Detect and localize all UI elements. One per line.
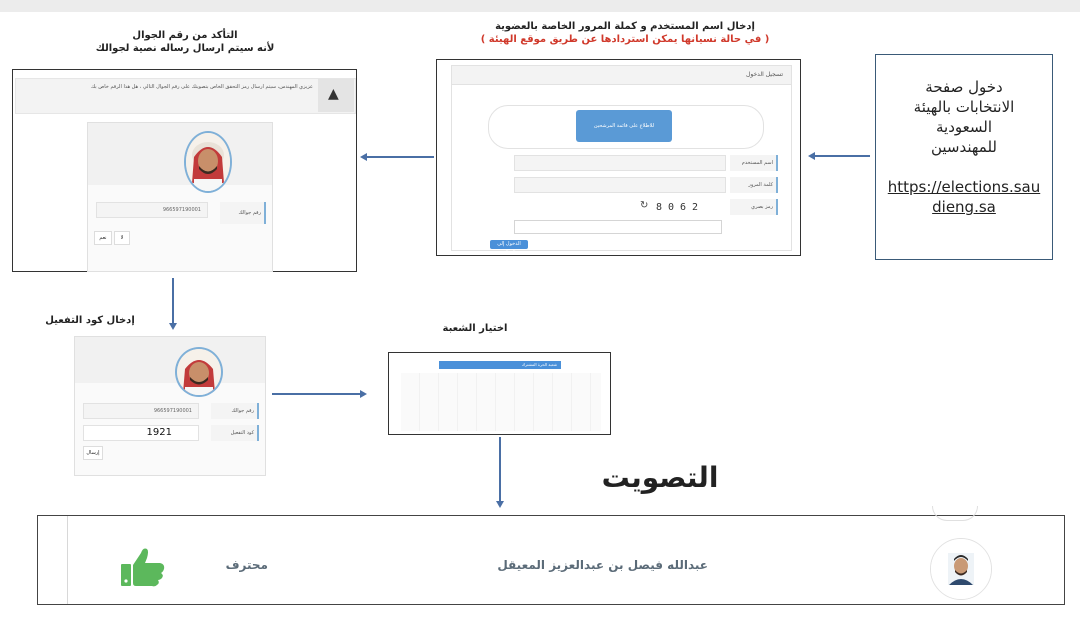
login-title: تسجيل الدخول	[746, 71, 783, 78]
activation-code-label: كود التفعيل	[211, 425, 259, 441]
caption-activation-text: إدخال كود التفعيل	[45, 315, 135, 326]
alert-text: عزيزي المهندس، سيتم ارسال رمز التحقق الخاص بتصويتك على رقم الجوال التالي ، هل هذا الرقم خاص بك	[91, 84, 313, 90]
caption-verify-phone-line2: لأنه سيتم ارسال رساله نصية لجوالك	[95, 43, 275, 54]
branch-header-text[interactable]: شعبة الحرة المشترك	[521, 362, 557, 367]
activation-phone-input[interactable]	[83, 403, 199, 419]
activation-screenshot	[74, 336, 266, 476]
branch-screenshot	[388, 352, 611, 435]
password-label: كلمة المرور	[730, 177, 778, 193]
arrow-login-to-phone-head	[360, 153, 367, 161]
profile-card-top	[88, 123, 272, 185]
captcha-row	[514, 199, 778, 215]
arrow-branch-to-vote	[499, 437, 501, 502]
intro-box	[875, 54, 1053, 260]
vote-row	[37, 515, 1065, 605]
arrow-activation-to-branch-head	[360, 390, 367, 398]
top-bar	[0, 0, 1080, 12]
activation-avatar	[175, 347, 223, 397]
activation-phone-value: 966597190001	[153, 408, 192, 414]
branch-grid	[401, 373, 601, 431]
caption-activation	[35, 314, 145, 327]
caption-branch-text: اختيار الشعبة	[442, 323, 508, 334]
password-input[interactable]	[514, 177, 726, 193]
avatar-image	[186, 133, 230, 191]
vote-row-left-divider	[67, 516, 68, 604]
activation-avatar-image	[177, 349, 221, 395]
yes-button[interactable]: نعم	[94, 231, 112, 245]
warning-icon: ▲	[328, 86, 339, 102]
activation-card-top	[75, 337, 265, 383]
username-label: اسم المستخدم	[730, 155, 778, 171]
captcha-label: رمز بصري	[730, 199, 778, 215]
activation-phone-label: رقم جوالك	[211, 403, 259, 419]
arrow-phone-to-activation	[172, 278, 174, 324]
candidate-name: عبدالله فيصل بن عبدالعزيز المعيقل	[497, 558, 708, 572]
activation-submit-button[interactable]: إرسال	[83, 446, 103, 460]
thumbs-up-shape	[120, 546, 166, 588]
phone-input[interactable]	[96, 202, 208, 218]
phone-verify-screenshot	[12, 69, 357, 272]
caption-verify-phone-line1: التأكد من رقم الجوال	[132, 30, 238, 41]
activation-code-value: 1921	[146, 427, 172, 438]
caption-voting: التصويت	[601, 461, 719, 494]
activation-phone-row	[83, 403, 259, 419]
login-card	[451, 65, 792, 256]
phone-value: 966597190001	[162, 207, 201, 213]
phone-label: رقم جوالك	[220, 202, 266, 224]
arrow-intro-to-login	[815, 155, 870, 157]
arrow-activation-to-branch	[272, 393, 360, 395]
arrow-phone-to-activation-head	[169, 323, 177, 330]
captcha-refresh-icon[interactable]: ↻	[640, 200, 649, 211]
arrow-branch-to-vote-head	[496, 501, 504, 508]
profile-card	[87, 122, 273, 272]
caption-login-line2: ( في حالة نسيانها يمكن استردادها عن طريق موقع الهيئة )	[480, 34, 770, 45]
captcha-input[interactable]	[514, 220, 722, 234]
caption-verify-phone	[60, 29, 310, 55]
candidates-list-button[interactable]: للاطلاع على قائمة المرشحين	[576, 110, 672, 142]
intro-url[interactable]: https://elections.saudieng.sa	[887, 178, 1041, 216]
arrow-login-to-phone	[367, 156, 434, 158]
login-screenshot	[436, 59, 801, 256]
login-submit-button[interactable]: الدخول إلى النظام	[490, 240, 528, 249]
candidate-category: محترف	[225, 558, 268, 572]
captcha-code: 8062	[656, 202, 705, 213]
username-input[interactable]	[514, 155, 726, 171]
candidate-avatar-image	[931, 539, 991, 599]
phone-row	[96, 202, 266, 218]
thumbs-up-vote-icon[interactable]	[120, 546, 166, 588]
candidate-avatar	[930, 538, 992, 600]
username-row	[514, 155, 778, 171]
activation-code-row	[83, 425, 259, 441]
password-row	[514, 177, 778, 193]
caption-branch	[420, 322, 530, 335]
activation-code-input[interactable]	[83, 425, 199, 441]
no-button[interactable]: لا	[114, 231, 130, 245]
avatar	[184, 131, 232, 193]
vote-row-top-decor	[932, 506, 978, 521]
intro-text: دخول صفحة الانتخابات بالهيئة السعودية للمهندسين	[913, 78, 1015, 156]
caption-login	[440, 20, 810, 46]
caption-login-line1: إدخال اسم المستخدم و كملة المرور الخاصة بالعضوية	[495, 21, 755, 32]
arrow-intro-to-login-head	[808, 152, 815, 160]
login-header	[452, 66, 791, 85]
